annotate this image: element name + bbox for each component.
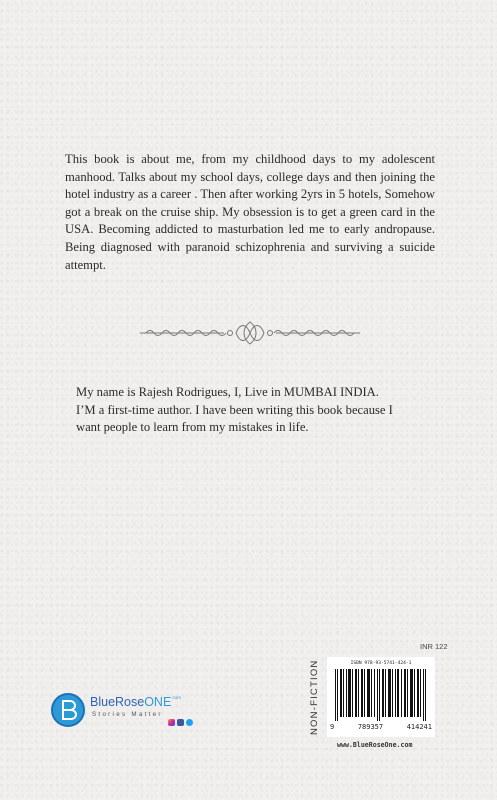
ornamental-divider — [136, 318, 364, 348]
publisher-name-part2: ONE — [144, 695, 172, 709]
isbn-digit-group: 789357 — [357, 723, 384, 731]
isbn-digit-group: 414241 — [406, 723, 432, 731]
isbn-digit-group: 9 — [330, 723, 335, 731]
back-cover-blurb: This book is about me, from my childhood days to my adolescent manhood. Talks about my school days, college days and then joining the hotel industry as a career . Then after working 2yrs in 5 hotels, Somehow got a break on the cruise ship. My obsession is to get a green card in the USA. Becoming addicted to masturbation led me to early andropause. Being diagnosed with paranoid schizophrenia and surviving a suicide attempt. — [65, 152, 435, 272]
price-label: INR 122 — [420, 642, 448, 651]
twitter-icon[interactable] — [186, 719, 193, 726]
publisher-name-suffix: .com — [171, 695, 182, 700]
publisher-tagline: Stories Matter — [92, 711, 163, 718]
publisher-name-part1: BlueRose — [90, 695, 145, 709]
isbn-barcode — [327, 657, 435, 737]
author-bio-line2: I’M a first-time author. I have been writing this book because I want people to learn from my mistakes in life. — [76, 402, 393, 435]
author-bio — [76, 384, 396, 437]
genre-label: NON-FICTION — [309, 659, 320, 736]
publisher-name — [90, 695, 181, 709]
facebook-icon[interactable] — [177, 719, 184, 726]
publisher-website[interactable]: www.BlueRoseOne.com — [337, 741, 413, 749]
barcode-bars — [333, 669, 429, 721]
social-icons — [168, 719, 193, 726]
publisher-logo-icon — [51, 693, 85, 727]
isbn-label: ISBN 978-93-5741-424-1 — [350, 661, 412, 666]
isbn-digits — [327, 723, 435, 731]
instagram-icon[interactable] — [168, 719, 175, 726]
author-bio-line1: My name is Rajesh Rodrigues, I, Live in MUMBAI INDIA. — [76, 385, 379, 399]
